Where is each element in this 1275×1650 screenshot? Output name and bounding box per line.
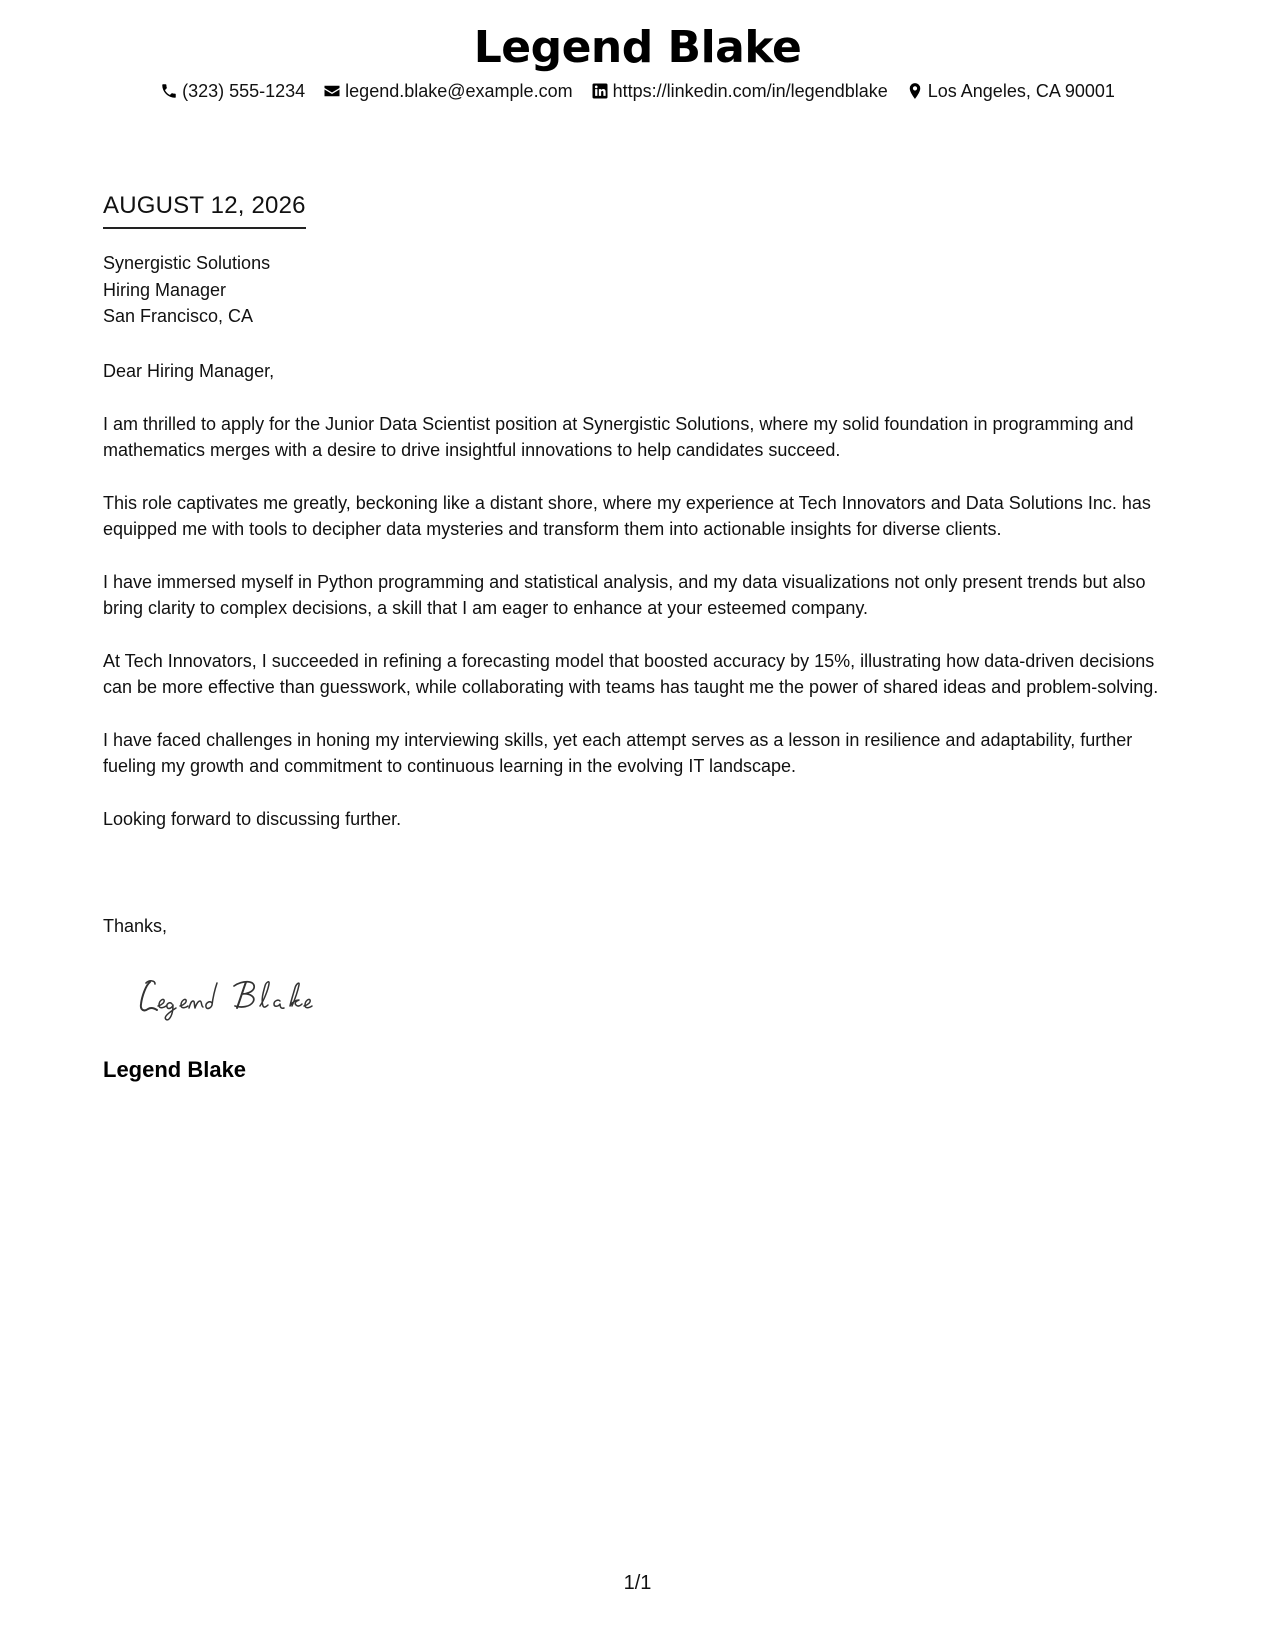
contact-location (906, 79, 1115, 103)
location-text: Los Angeles, CA 90001 (927, 81, 1115, 101)
page-number: 1/1 (623, 1572, 652, 1594)
signer-name: Legend Blake (103, 1057, 247, 1082)
paragraph: I am thrilled to apply for the Junior Data Scientist position at Synergistic Solutions, where my solid foundation in programming and mathematics merges with a desire to drive insightful innovations to help candidates succeed. (103, 413, 1134, 460)
contact-phone (160, 79, 305, 103)
phone-text: (323) 555-1234 (182, 81, 306, 101)
salutation: Dear Hiring Manager, (103, 361, 275, 381)
signature-image (128, 968, 348, 1028)
handwritten-signature (128, 968, 348, 1028)
recipient-block (103, 250, 270, 330)
map-pin-icon (906, 82, 924, 100)
letter-date: AUGUST 12, 2026 (103, 191, 306, 229)
closing: Thanks, (103, 916, 168, 936)
recipient-location: San Francisco, CA (103, 306, 254, 326)
contact-linkedin (591, 79, 888, 103)
paragraph: I have immersed myself in Python programming and statistical analysis, and my data visualizations not only present trends but also bring clarity to complex decisions, a skill that I am eager to enhance at your esteemed company. (103, 571, 1146, 618)
paragraph: At Tech Innovators, I succeeded in refining a forecasting model that boosted accuracy by 15%, illustrating how data-driven decisions can be more effective than guesswork, while collaborating with teams has taught me the power of shared ideas and problem-solving. (103, 650, 1159, 697)
linkedin-text: https://linkedin.com/in/legendblake (612, 81, 888, 101)
paragraph: I have faced challenges in honing my interviewing skills, yet each attempt serves as a lesson in resilience and adaptability, further fueling my growth and commitment to continuous learning in the evolving IT landscape. (103, 729, 1133, 776)
letter-body (103, 358, 1178, 858)
recipient-title: Hiring Manager (103, 279, 227, 300)
recipient-company: Synergistic Solutions (103, 253, 271, 273)
paragraph: Looking forward to discussing further. (103, 808, 402, 829)
email-text: legend.blake@example.com (345, 81, 573, 101)
phone-icon (160, 82, 178, 100)
contact-email (323, 79, 572, 103)
contact-bar (0, 79, 1275, 103)
paragraph: This role captivates me greatly, beckoning like a distant shore, where my experience at Tech Innovators and Data Solutions Inc. has equipped me with tools to decipher data mysteries and transform them into actionable insights for diverse clients. (103, 492, 1151, 539)
linkedin-icon (591, 82, 609, 100)
envelope-icon (323, 82, 341, 100)
applicant-name: Legend Blake (473, 22, 802, 73)
